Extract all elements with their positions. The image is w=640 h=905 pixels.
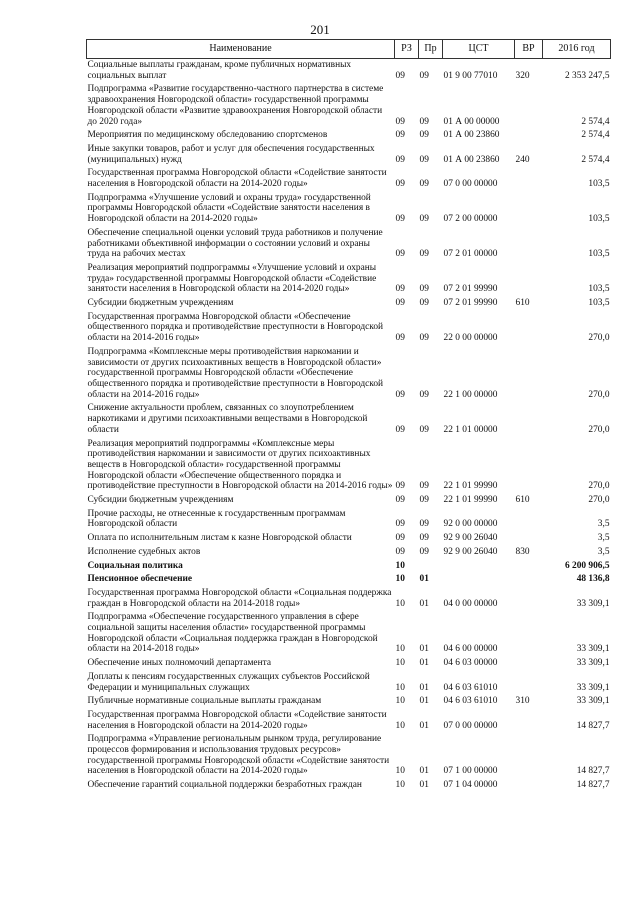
cell-cst: 04 0 00 00000 — [443, 598, 498, 609]
cell-vr — [515, 671, 543, 695]
cell-amount: 33 309,1 — [576, 644, 610, 655]
header-pr: Пр — [419, 40, 443, 59]
cell-amount: 3,5 — [597, 546, 610, 557]
cell-amount: 33 309,1 — [576, 658, 610, 669]
cell-vr: 610 — [515, 495, 530, 506]
cell-pr: 01 — [419, 766, 429, 777]
cell-cst: 22 0 00 00000 — [443, 333, 498, 344]
cell-cst: 07 2 01 00000 — [443, 249, 498, 260]
cell-amount: 33 309,1 — [576, 598, 610, 609]
cell-pr: 01 — [419, 720, 429, 731]
cell-cst: 92 9 00 26040 — [443, 546, 498, 557]
table-row — [87, 59, 611, 84]
table-row — [87, 573, 611, 587]
cell-vr — [515, 346, 543, 403]
cell-cst: 01 А 00 23860 — [443, 154, 500, 165]
cell-rz: 10 — [395, 658, 405, 669]
cell-amount: 270,0 — [588, 424, 610, 435]
cell-cst — [443, 560, 515, 574]
cell-vr — [515, 438, 543, 495]
table-row — [87, 438, 611, 495]
cell-name: Государственная программа Новгородской области «Содействие занятости населения в Новгородской области на 2014-2020 годы» — [87, 709, 387, 731]
table-row — [87, 587, 611, 611]
cell-vr — [515, 167, 543, 191]
table-row — [87, 546, 611, 560]
cell-name: Прочие расходы, не отнесенные к государственным программам Новгородской области — [87, 508, 346, 530]
cell-rz: 09 — [395, 481, 405, 492]
header-vr: ВР — [515, 40, 543, 59]
table-row — [87, 560, 611, 574]
cell-name: Снижение актуальности проблем, связанных со злоупотреблением наркотиками и другими психоактивными веществами в Новгородской области — [87, 403, 368, 435]
cell-rz: 09 — [395, 389, 405, 400]
table-row — [87, 311, 611, 346]
cell-name: Подпрограмма «Управление региональным рынком труда, регулирование процессов формирования и использования трудовых ресурсов» государственной программы Новгородской области «Содействие занятости населения в Новгородской области на 2014-2020 годы» — [87, 734, 390, 777]
cell-cst: 07 2 01 99990 — [443, 284, 498, 295]
cell-name: Подпрограмма «Комплексные меры противодействия наркомании и зависимости от других психоактивных веществ в Новгородской области» государственной программы Новгородской области «Обеспечение общественного порядка и противодействие преступности в Новгородской области на 2014-2016 годы» — [87, 346, 384, 400]
cell-pr: 01 — [419, 696, 429, 707]
table-row — [87, 83, 611, 129]
table-row — [87, 262, 611, 297]
cell-pr: 01 — [419, 682, 429, 693]
cell-name: Оплата по исполнительным листам к казне Новгородской области — [87, 533, 352, 544]
cell-name: Обеспечение иных полномочий департамента — [87, 658, 271, 669]
cell-pr: 09 — [419, 495, 429, 506]
table-row — [87, 611, 611, 657]
cell-cst: 22 1 01 99990 — [443, 495, 498, 506]
cell-cst: 07 0 00 00000 — [443, 179, 498, 190]
cell-cst: 22 1 00 00000 — [443, 389, 498, 400]
cell-vr — [515, 227, 543, 262]
cell-rz: 10 — [395, 766, 405, 777]
cell-pr: 01 — [419, 658, 429, 669]
header-name: Наименование — [87, 40, 395, 59]
cell-vr — [515, 262, 543, 297]
cell-amount: 103,5 — [588, 249, 610, 260]
table-row — [87, 227, 611, 262]
cell-vr — [515, 733, 543, 779]
cell-vr — [515, 587, 543, 611]
cell-amount: 103,5 — [588, 298, 610, 309]
cell-name: Доплаты к пенсиям государственных служащих субъектов Российской Федерации и муниципальных служащих — [87, 671, 370, 693]
cell-amount: 2 574,4 — [581, 154, 610, 165]
table-row — [87, 297, 611, 311]
cell-name: Исполнение судебных актов — [87, 546, 201, 557]
cell-name: Государственная программа Новгородской области «Содействие занятости населения в Новгородской области на 2014-2020 годы» — [87, 168, 387, 190]
table-row — [87, 494, 611, 508]
cell-pr: 09 — [419, 298, 429, 309]
cell-pr: 09 — [419, 389, 429, 400]
cell-rz: 09 — [395, 533, 405, 544]
cell-name: Обеспечение гарантий социальной поддержки безработных граждан — [87, 780, 362, 791]
cell-vr: 240 — [515, 154, 530, 165]
cell-name: Реализация мероприятий подпрограммы «Комплексные меры противодействия наркомании и зависимости от других психоактивных веществ в Новгородской области» государственной программы Новгородской области «Обеспечение общественного порядка и противодействие преступности в Новгородской области на 2014-2016 годы» — [87, 438, 393, 492]
cell-name: Подпрограмма «Обеспечение государственного управления в сфере социальной защиты населения области» государственной программы Новгородской области «Социальная поддержка граждан в Новгородской области на 2014-2018 годы» — [87, 612, 378, 655]
cell-amount: 48 136,8 — [576, 574, 610, 585]
cell-cst: 22 1 01 00000 — [443, 424, 498, 435]
cell-rz: 10 — [395, 682, 405, 693]
cell-amount: 2 574,4 — [581, 116, 610, 127]
cell-pr: 01 — [419, 780, 429, 791]
cell-name: Обеспечение специальной оценки условий труда работников и получение работниками объективной информации о состоянии условий и охраны труда на рабочих местах — [87, 227, 383, 260]
cell-vr — [515, 192, 543, 227]
table-row — [87, 508, 611, 532]
cell-name: Государственная программа Новгородской области «Социальная поддержка граждан в Новгородской области на 2014-2018 годы» — [87, 587, 392, 609]
cell-cst: 04 6 03 61010 — [443, 682, 498, 693]
cell-rz: 10 — [395, 780, 405, 791]
cell-rz: 10 — [395, 644, 405, 655]
cell-amount: 33 309,1 — [576, 682, 610, 693]
header-cst: ЦСТ — [443, 40, 515, 59]
table-header-row — [87, 40, 611, 59]
cell-amount: 14 827,7 — [576, 720, 610, 731]
table-row — [87, 733, 611, 779]
cell-amount: 270,0 — [588, 495, 610, 506]
cell-rz: 09 — [395, 284, 405, 295]
cell-amount: 14 827,7 — [576, 766, 610, 777]
cell-amount: 270,0 — [588, 333, 610, 344]
cell-amount: 103,5 — [588, 214, 610, 225]
cell-name: Государственная программа Новгородской области «Обеспечение общественного порядка и противодействие преступности в Новгородской области на 2014-2016 годы» — [87, 311, 384, 344]
cell-pr: 09 — [419, 179, 429, 190]
cell-pr: 09 — [419, 424, 429, 435]
cell-name: Пенсионное обеспечение — [87, 574, 193, 585]
cell-cst: 01 А 00 23860 — [443, 130, 500, 141]
cell-vr: 610 — [515, 298, 530, 309]
cell-rz: 09 — [395, 130, 405, 141]
cell-cst: 92 9 00 26040 — [443, 533, 498, 544]
cell-pr — [419, 560, 443, 574]
cell-cst: 01 А 00 00000 — [443, 116, 500, 127]
cell-pr: 09 — [419, 519, 429, 530]
cell-rz: 09 — [395, 298, 405, 309]
cell-pr: 01 — [419, 644, 429, 655]
header-year: 2016 год — [543, 40, 611, 59]
cell-cst: 04 6 00 00000 — [443, 644, 498, 655]
table-row — [87, 192, 611, 227]
cell-amount: 270,0 — [588, 481, 610, 492]
table-row — [87, 167, 611, 191]
cell-pr: 01 — [419, 598, 429, 609]
page-number: 201 — [310, 22, 330, 37]
cell-vr — [515, 560, 543, 574]
cell-pr: 09 — [419, 284, 429, 295]
cell-amount: 3,5 — [597, 519, 610, 530]
cell-cst — [443, 573, 515, 587]
cell-cst: 92 0 00 00000 — [443, 519, 498, 530]
cell-rz: 10 — [395, 560, 405, 571]
cell-rz: 09 — [395, 424, 405, 435]
cell-rz: 09 — [395, 519, 405, 530]
cell-name: Реализация мероприятий подпрограммы «Улучшение условий и охраны труда» государственной программы Новгородской области «Содействие занятости населения в Новгородской области на 2014-2020 годы» — [87, 262, 377, 295]
cell-pr: 09 — [419, 333, 429, 344]
cell-rz: 10 — [395, 598, 405, 609]
cell-vr: 320 — [515, 70, 530, 81]
cell-name: Мероприятия по медицинскому обследованию спортсменов — [87, 130, 328, 141]
cell-cst: 07 1 00 00000 — [443, 766, 498, 777]
table-row — [87, 657, 611, 671]
cell-cst: 07 0 00 00000 — [443, 720, 498, 731]
cell-vr — [515, 611, 543, 657]
cell-rz: 09 — [395, 546, 405, 557]
cell-cst: 01 9 00 77010 — [443, 70, 498, 81]
cell-amount: 6 200 906,5 — [564, 560, 610, 571]
cell-rz: 09 — [395, 249, 405, 260]
cell-name: Подпрограмма «Улучшение условий и охраны труда» государственной программы Новгородской области «Содействие занятости населения в Новгородской области на 2014-2020 годы» — [87, 192, 371, 225]
table-row — [87, 532, 611, 546]
cell-amount: 3,5 — [597, 533, 610, 544]
cell-rz: 10 — [395, 696, 405, 707]
cell-name: Социальные выплаты гражданам, кроме публичных нормативных социальных выплат — [87, 60, 352, 81]
cell-amount: 33 309,1 — [576, 696, 610, 707]
cell-amount: 2 353 247,5 — [564, 70, 610, 81]
cell-name: Иные закупки товаров, работ и услуг для обеспечения государственных (муниципальных) нужд — [87, 143, 375, 165]
cell-amount: 2 574,4 — [581, 130, 610, 141]
header-rz: РЗ — [395, 40, 419, 59]
cell-pr: 09 — [419, 249, 429, 260]
cell-rz: 09 — [395, 154, 405, 165]
table-row — [87, 671, 611, 695]
cell-vr — [515, 532, 543, 546]
table-row — [87, 402, 611, 437]
cell-amount: 270,0 — [588, 389, 610, 400]
cell-vr: 830 — [515, 546, 530, 557]
cell-pr: 09 — [419, 116, 429, 127]
cell-pr: 09 — [419, 481, 429, 492]
cell-name: Публичные нормативные социальные выплаты гражданам — [87, 696, 322, 707]
cell-pr: 09 — [419, 533, 429, 544]
cell-cst: 04 6 03 61010 — [443, 696, 498, 707]
cell-name: Социальная политика — [87, 560, 183, 571]
cell-vr — [515, 657, 543, 671]
cell-rz: 09 — [395, 333, 405, 344]
cell-vr — [515, 402, 543, 437]
cell-cst: 07 2 00 00000 — [443, 214, 498, 225]
cell-pr: 09 — [419, 70, 429, 81]
budget-table — [86, 39, 611, 793]
table-row — [87, 709, 611, 733]
table-row — [87, 695, 611, 709]
cell-rz: 10 — [395, 574, 405, 585]
table-row — [87, 129, 611, 143]
table-row — [87, 779, 611, 793]
cell-vr — [515, 83, 543, 129]
cell-name: Субсидии бюджетным учреждениям — [87, 495, 234, 506]
cell-rz: 09 — [395, 214, 405, 225]
cell-rz: 09 — [395, 116, 405, 127]
cell-vr — [515, 311, 543, 346]
cell-pr: 09 — [419, 546, 429, 557]
cell-name: Подпрограмма «Развитие государственно-частного партнерства в системе здравоохранения Новгородской области» государственной программы Новгородской области «Развитие здравоохранения Новгородской области до 2020 года» — [87, 84, 384, 127]
table-body — [87, 59, 611, 793]
cell-rz: 10 — [395, 720, 405, 731]
cell-amount: 103,5 — [588, 284, 610, 295]
cell-pr: 09 — [419, 214, 429, 225]
cell-vr — [515, 709, 543, 733]
cell-rz: 09 — [395, 70, 405, 81]
cell-pr: 09 — [419, 130, 429, 141]
cell-rz: 09 — [395, 179, 405, 190]
table-row — [87, 346, 611, 403]
cell-vr — [515, 508, 543, 532]
cell-cst: 07 2 01 99990 — [443, 298, 498, 309]
cell-pr: 01 — [419, 574, 429, 585]
cell-amount: 103,5 — [588, 179, 610, 190]
cell-amount: 14 827,7 — [576, 780, 610, 791]
cell-cst: 07 1 04 00000 — [443, 780, 498, 791]
cell-vr — [515, 129, 543, 143]
table-row — [87, 143, 611, 167]
cell-rz: 09 — [395, 495, 405, 506]
cell-cst: 22 1 01 99990 — [443, 481, 498, 492]
cell-vr: 310 — [515, 696, 530, 707]
cell-name: Субсидии бюджетным учреждениям — [87, 298, 234, 309]
cell-cst: 04 6 03 00000 — [443, 658, 498, 669]
cell-vr — [515, 779, 543, 793]
cell-pr: 09 — [419, 154, 429, 165]
cell-vr — [515, 573, 543, 587]
